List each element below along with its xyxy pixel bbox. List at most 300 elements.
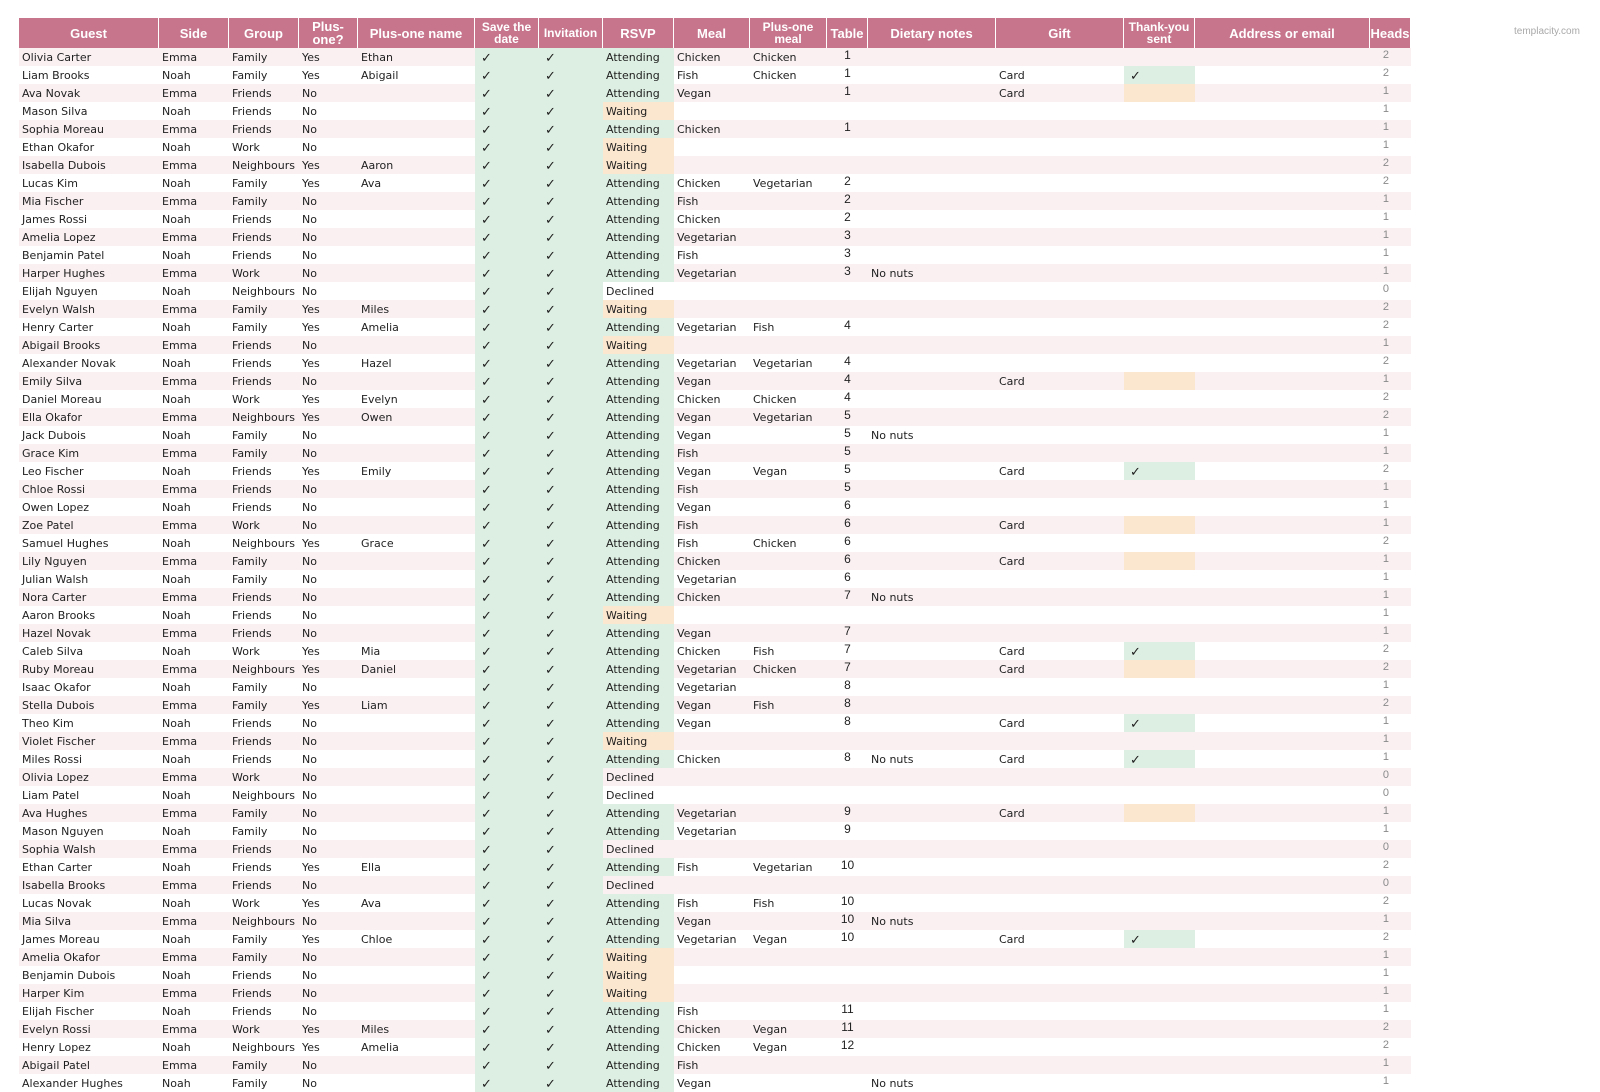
- cell-gift[interactable]: [996, 948, 1124, 966]
- cell-meal[interactable]: Fish: [677, 537, 699, 550]
- cell-side[interactable]: Noah: [162, 249, 191, 262]
- cell-gift[interactable]: Card: [999, 807, 1025, 820]
- cell-plus-one-meal[interactable]: Fish: [753, 897, 775, 910]
- cell-guest[interactable]: Nora Carter: [22, 591, 87, 604]
- cell-plus-one-meal[interactable]: [750, 786, 827, 804]
- cell-invitation[interactable]: ✓: [539, 1020, 603, 1038]
- cell-save-the-date[interactable]: ✓: [475, 750, 539, 768]
- cell-table[interactable]: [827, 966, 868, 984]
- cell-plus-one[interactable]: Yes: [302, 393, 320, 406]
- cell-side[interactable]: Noah: [162, 429, 191, 442]
- cell-dietary-notes[interactable]: [868, 516, 996, 534]
- cell-thank-you[interactable]: [1124, 282, 1195, 300]
- cell-thank-you[interactable]: [1124, 426, 1195, 444]
- cell-save-the-date[interactable]: ✓: [475, 930, 539, 948]
- cell-address[interactable]: [1195, 570, 1370, 588]
- cell-dietary-notes[interactable]: [868, 444, 996, 462]
- cell-plus-one-meal[interactable]: [750, 444, 827, 462]
- cell-table[interactable]: [827, 768, 868, 786]
- cell-group[interactable]: Neighbours: [232, 789, 295, 802]
- cell-address[interactable]: [1195, 822, 1370, 840]
- cell-dietary-notes[interactable]: [868, 534, 996, 552]
- cell-meal[interactable]: Chicken: [677, 123, 721, 136]
- cell-gift[interactable]: [996, 732, 1124, 750]
- cell-side[interactable]: Emma: [162, 339, 198, 352]
- cell-side[interactable]: Noah: [162, 501, 191, 514]
- cell-plus-one-meal[interactable]: Chicken: [753, 393, 797, 406]
- cell-meal[interactable]: Vegetarian: [677, 807, 737, 820]
- cell-table[interactable]: 6: [844, 534, 851, 548]
- cell-heads[interactable]: 2: [1382, 697, 1389, 709]
- cell-guest[interactable]: Isabella Dubois: [22, 159, 106, 172]
- cell-plus-one[interactable]: No: [302, 969, 317, 982]
- cell-rsvp[interactable]: Attending: [603, 318, 674, 336]
- cell-side[interactable]: Emma: [162, 843, 198, 856]
- cell-meal[interactable]: Fish: [677, 249, 699, 262]
- column-header-meal[interactable]: Meal: [674, 18, 750, 48]
- cell-meal[interactable]: Fish: [677, 447, 699, 460]
- cell-plus-one-meal[interactable]: [750, 120, 827, 138]
- cell-table[interactable]: 1: [844, 84, 851, 98]
- cell-table[interactable]: 10: [840, 858, 855, 872]
- cell-address[interactable]: [1195, 606, 1370, 624]
- cell-side[interactable]: Emma: [162, 411, 198, 424]
- cell-save-the-date[interactable]: ✓: [475, 876, 539, 894]
- cell-heads[interactable]: 2: [1382, 175, 1389, 187]
- cell-address[interactable]: [1195, 894, 1370, 912]
- cell-meal[interactable]: Chicken: [677, 393, 721, 406]
- cell-plus-one[interactable]: Yes: [302, 897, 320, 910]
- cell-plus-one-meal[interactable]: [750, 228, 827, 246]
- cell-plus-one-name[interactable]: [358, 102, 475, 120]
- cell-plus-one-meal[interactable]: Fish: [753, 645, 775, 658]
- cell-group[interactable]: Friends: [232, 213, 272, 226]
- cell-thank-you[interactable]: [1124, 516, 1195, 534]
- cell-guest[interactable]: Jack Dubois: [22, 429, 86, 442]
- cell-save-the-date[interactable]: ✓: [475, 912, 539, 930]
- cell-dietary-notes[interactable]: [868, 354, 996, 372]
- cell-group[interactable]: Neighbours: [232, 411, 295, 424]
- cell-dietary-notes[interactable]: [868, 1038, 996, 1056]
- cell-group[interactable]: Family: [232, 51, 268, 64]
- cell-guest[interactable]: Mia Silva: [22, 915, 72, 928]
- cell-address[interactable]: [1195, 660, 1370, 678]
- cell-table[interactable]: [827, 840, 868, 858]
- cell-thank-you[interactable]: ✓: [1124, 750, 1195, 768]
- cell-address[interactable]: [1195, 930, 1370, 948]
- cell-table[interactable]: 1: [844, 66, 851, 80]
- cell-plus-one-meal[interactable]: [750, 246, 827, 264]
- cell-thank-you[interactable]: [1124, 246, 1195, 264]
- cell-rsvp[interactable]: Attending: [603, 552, 674, 570]
- cell-meal[interactable]: Vegan: [677, 717, 712, 730]
- cell-save-the-date[interactable]: ✓: [475, 48, 539, 66]
- cell-plus-one-name[interactable]: [358, 480, 475, 498]
- cell-thank-you[interactable]: [1124, 120, 1195, 138]
- cell-address[interactable]: [1195, 48, 1370, 66]
- cell-heads[interactable]: 1: [1382, 445, 1389, 457]
- cell-group[interactable]: Friends: [232, 339, 272, 352]
- cell-invitation[interactable]: ✓: [539, 210, 603, 228]
- cell-guest[interactable]: Liam Brooks: [22, 69, 90, 82]
- cell-table[interactable]: 5: [844, 426, 851, 440]
- cell-guest[interactable]: Ethan Carter: [22, 861, 92, 874]
- cell-side[interactable]: Emma: [162, 87, 198, 100]
- cell-thank-you[interactable]: [1124, 498, 1195, 516]
- cell-plus-one[interactable]: No: [302, 267, 317, 280]
- cell-dietary-notes[interactable]: [868, 498, 996, 516]
- cell-save-the-date[interactable]: ✓: [475, 1020, 539, 1038]
- cell-gift[interactable]: Card: [999, 375, 1025, 388]
- cell-dietary-notes[interactable]: [868, 696, 996, 714]
- cell-group[interactable]: Family: [232, 699, 268, 712]
- cell-meal[interactable]: Vegetarian: [677, 825, 737, 838]
- cell-plus-one-name[interactable]: [358, 1074, 475, 1092]
- cell-heads[interactable]: 2: [1382, 157, 1389, 169]
- cell-group[interactable]: Family: [232, 321, 268, 334]
- cell-thank-you[interactable]: ✓: [1124, 930, 1195, 948]
- cell-group[interactable]: Friends: [232, 843, 272, 856]
- cell-heads[interactable]: 1: [1382, 139, 1389, 151]
- cell-heads[interactable]: 1: [1382, 193, 1389, 205]
- cell-address[interactable]: [1195, 642, 1370, 660]
- cell-heads[interactable]: 1: [1382, 85, 1389, 97]
- cell-rsvp[interactable]: Attending: [603, 858, 674, 876]
- cell-plus-one-meal[interactable]: [750, 516, 827, 534]
- cell-side[interactable]: Emma: [162, 267, 198, 280]
- cell-side[interactable]: Emma: [162, 447, 198, 460]
- cell-plus-one-meal[interactable]: [750, 102, 827, 120]
- cell-plus-one-meal[interactable]: [750, 138, 827, 156]
- cell-group[interactable]: Friends: [232, 627, 272, 640]
- cell-invitation[interactable]: ✓: [539, 426, 603, 444]
- cell-save-the-date[interactable]: ✓: [475, 552, 539, 570]
- cell-group[interactable]: Friends: [232, 609, 272, 622]
- cell-side[interactable]: Emma: [162, 231, 198, 244]
- cell-plus-one-name[interactable]: [358, 210, 475, 228]
- cell-gift[interactable]: [996, 876, 1124, 894]
- cell-plus-one[interactable]: Yes: [302, 537, 320, 550]
- column-header-thank-you[interactable]: Thank-you sent: [1124, 18, 1195, 48]
- cell-rsvp[interactable]: Attending: [603, 570, 674, 588]
- cell-plus-one[interactable]: Yes: [302, 51, 320, 64]
- cell-group[interactable]: Friends: [232, 879, 272, 892]
- cell-plus-one-meal[interactable]: [750, 624, 827, 642]
- cell-meal[interactable]: Fish: [677, 1059, 699, 1072]
- cell-side[interactable]: Emma: [162, 195, 198, 208]
- cell-guest[interactable]: Alexander Hughes: [22, 1077, 123, 1090]
- cell-save-the-date[interactable]: ✓: [475, 300, 539, 318]
- cell-address[interactable]: [1195, 156, 1370, 174]
- cell-meal[interactable]: Chicken: [677, 555, 721, 568]
- cell-table[interactable]: 10: [840, 912, 855, 926]
- cell-meal[interactable]: Chicken: [677, 1023, 721, 1036]
- cell-plus-one-meal[interactable]: [750, 264, 827, 282]
- cell-plus-one[interactable]: No: [302, 807, 317, 820]
- cell-save-the-date[interactable]: ✓: [475, 678, 539, 696]
- cell-dietary-notes[interactable]: [868, 840, 996, 858]
- cell-group[interactable]: Neighbours: [232, 159, 295, 172]
- cell-plus-one[interactable]: No: [302, 915, 317, 928]
- cell-side[interactable]: Emma: [162, 879, 198, 892]
- cell-plus-one[interactable]: No: [302, 87, 317, 100]
- cell-rsvp[interactable]: Attending: [603, 894, 674, 912]
- cell-rsvp[interactable]: Attending: [603, 642, 674, 660]
- cell-invitation[interactable]: ✓: [539, 696, 603, 714]
- cell-rsvp[interactable]: Attending: [603, 696, 674, 714]
- cell-invitation[interactable]: ✓: [539, 516, 603, 534]
- cell-thank-you[interactable]: [1124, 876, 1195, 894]
- cell-plus-one-meal[interactable]: [750, 1056, 827, 1074]
- cell-plus-one[interactable]: No: [302, 573, 317, 586]
- cell-thank-you[interactable]: [1124, 984, 1195, 1002]
- cell-address[interactable]: [1195, 750, 1370, 768]
- cell-save-the-date[interactable]: ✓: [475, 588, 539, 606]
- cell-plus-one[interactable]: No: [302, 555, 317, 568]
- cell-invitation[interactable]: ✓: [539, 984, 603, 1002]
- cell-dietary-notes[interactable]: [868, 1056, 996, 1074]
- cell-save-the-date[interactable]: ✓: [475, 768, 539, 786]
- cell-gift[interactable]: [996, 426, 1124, 444]
- cell-table[interactable]: [827, 786, 868, 804]
- cell-plus-one-meal[interactable]: [750, 1002, 827, 1020]
- cell-rsvp[interactable]: Waiting: [603, 984, 674, 1002]
- cell-plus-one[interactable]: No: [302, 501, 317, 514]
- cell-gift[interactable]: Card: [999, 663, 1025, 676]
- cell-invitation[interactable]: ✓: [539, 102, 603, 120]
- cell-dietary-notes[interactable]: [868, 66, 996, 84]
- cell-meal[interactable]: Chicken: [677, 645, 721, 658]
- cell-plus-one-meal[interactable]: [750, 948, 827, 966]
- cell-invitation[interactable]: ✓: [539, 264, 603, 282]
- cell-invitation[interactable]: ✓: [539, 786, 603, 804]
- cell-group[interactable]: Friends: [232, 861, 272, 874]
- cell-address[interactable]: [1195, 480, 1370, 498]
- cell-plus-one-name[interactable]: [358, 714, 475, 732]
- cell-rsvp[interactable]: Attending: [603, 372, 674, 390]
- cell-plus-one[interactable]: No: [302, 123, 317, 136]
- cell-plus-one-name[interactable]: Ethan: [361, 51, 393, 64]
- cell-heads[interactable]: 1: [1382, 427, 1389, 439]
- cell-invitation[interactable]: ✓: [539, 138, 603, 156]
- cell-gift[interactable]: [996, 156, 1124, 174]
- cell-table[interactable]: 5: [844, 408, 851, 422]
- cell-thank-you[interactable]: [1124, 606, 1195, 624]
- cell-invitation[interactable]: ✓: [539, 588, 603, 606]
- cell-plus-one-meal[interactable]: [750, 156, 827, 174]
- cell-plus-one-name[interactable]: [358, 372, 475, 390]
- cell-save-the-date[interactable]: ✓: [475, 894, 539, 912]
- cell-address[interactable]: [1195, 318, 1370, 336]
- cell-address[interactable]: [1195, 516, 1370, 534]
- cell-meal[interactable]: Vegetarian: [677, 681, 737, 694]
- cell-plus-one-name[interactable]: [358, 624, 475, 642]
- cell-thank-you[interactable]: [1124, 786, 1195, 804]
- cell-meal[interactable]: Chicken: [677, 213, 721, 226]
- cell-save-the-date[interactable]: ✓: [475, 822, 539, 840]
- cell-plus-one-meal[interactable]: [750, 192, 827, 210]
- cell-gift[interactable]: [996, 912, 1124, 930]
- cell-address[interactable]: [1195, 696, 1370, 714]
- cell-side[interactable]: Noah: [162, 69, 191, 82]
- cell-table[interactable]: 2: [844, 192, 851, 206]
- cell-plus-one-name[interactable]: [358, 768, 475, 786]
- cell-gift[interactable]: [996, 840, 1124, 858]
- cell-invitation[interactable]: ✓: [539, 444, 603, 462]
- cell-plus-one-meal[interactable]: Vegan: [753, 1041, 788, 1054]
- cell-invitation[interactable]: ✓: [539, 912, 603, 930]
- cell-plus-one-meal[interactable]: Chicken: [753, 51, 797, 64]
- cell-dietary-notes[interactable]: [868, 930, 996, 948]
- cell-table[interactable]: [827, 1074, 868, 1092]
- cell-gift[interactable]: [996, 894, 1124, 912]
- cell-table[interactable]: [827, 606, 868, 624]
- cell-plus-one[interactable]: No: [302, 375, 317, 388]
- cell-plus-one-meal[interactable]: [750, 498, 827, 516]
- cell-thank-you[interactable]: [1124, 732, 1195, 750]
- cell-save-the-date[interactable]: ✓: [475, 228, 539, 246]
- cell-side[interactable]: Emma: [162, 663, 198, 676]
- cell-plus-one[interactable]: No: [302, 231, 317, 244]
- cell-guest[interactable]: Isabella Brooks: [22, 879, 106, 892]
- cell-plus-one-name[interactable]: [358, 822, 475, 840]
- cell-group[interactable]: Family: [232, 303, 268, 316]
- cell-gift[interactable]: [996, 390, 1124, 408]
- cell-thank-you[interactable]: [1124, 174, 1195, 192]
- cell-plus-one[interactable]: No: [302, 429, 317, 442]
- cell-meal[interactable]: Vegan: [677, 87, 712, 100]
- cell-guest[interactable]: Hazel Novak: [22, 627, 91, 640]
- cell-invitation[interactable]: ✓: [539, 228, 603, 246]
- cell-plus-one-name[interactable]: [358, 984, 475, 1002]
- cell-save-the-date[interactable]: ✓: [475, 192, 539, 210]
- cell-thank-you[interactable]: [1124, 624, 1195, 642]
- cell-address[interactable]: [1195, 462, 1370, 480]
- cell-table[interactable]: [827, 102, 868, 120]
- cell-plus-one-name[interactable]: [358, 444, 475, 462]
- cell-guest[interactable]: Evelyn Walsh: [22, 303, 95, 316]
- cell-meal[interactable]: [674, 282, 750, 300]
- cell-side[interactable]: Noah: [162, 285, 191, 298]
- cell-gift[interactable]: [996, 858, 1124, 876]
- cell-plus-one[interactable]: Yes: [302, 1023, 320, 1036]
- cell-invitation[interactable]: ✓: [539, 822, 603, 840]
- cell-plus-one-meal[interactable]: [750, 840, 827, 858]
- cell-meal[interactable]: Vegetarian: [677, 663, 737, 676]
- cell-group[interactable]: Friends: [232, 717, 272, 730]
- cell-group[interactable]: Family: [232, 825, 268, 838]
- cell-guest[interactable]: Stella Dubois: [22, 699, 95, 712]
- cell-heads[interactable]: 2: [1382, 463, 1389, 475]
- column-header-plus-one-meal[interactable]: Plus-one meal: [750, 18, 827, 48]
- cell-heads[interactable]: 1: [1382, 211, 1389, 223]
- cell-plus-one-name[interactable]: Evelyn: [361, 393, 398, 406]
- cell-table[interactable]: 4: [844, 318, 851, 332]
- cell-side[interactable]: Emma: [162, 159, 198, 172]
- cell-heads[interactable]: 1: [1382, 805, 1389, 817]
- cell-side[interactable]: Noah: [162, 537, 191, 550]
- cell-invitation[interactable]: ✓: [539, 768, 603, 786]
- cell-dietary-notes[interactable]: [868, 372, 996, 390]
- cell-dietary-notes[interactable]: [868, 462, 996, 480]
- cell-guest[interactable]: Violet Fischer: [22, 735, 96, 748]
- cell-plus-one-name[interactable]: Hazel: [361, 357, 392, 370]
- cell-thank-you[interactable]: [1124, 444, 1195, 462]
- cell-gift[interactable]: [996, 228, 1124, 246]
- cell-group[interactable]: Friends: [232, 105, 272, 118]
- cell-group[interactable]: Friends: [232, 375, 272, 388]
- cell-meal[interactable]: Vegetarian: [677, 267, 737, 280]
- cell-table[interactable]: 8: [844, 750, 851, 764]
- cell-heads[interactable]: 2: [1382, 409, 1389, 421]
- cell-plus-one[interactable]: Yes: [302, 321, 320, 334]
- cell-gift[interactable]: [996, 48, 1124, 66]
- cell-heads[interactable]: 2: [1382, 661, 1389, 673]
- cell-thank-you[interactable]: [1124, 1002, 1195, 1020]
- cell-dietary-notes[interactable]: [868, 84, 996, 102]
- cell-guest[interactable]: Benjamin Dubois: [22, 969, 116, 982]
- cell-plus-one-meal[interactable]: [750, 822, 827, 840]
- cell-guest[interactable]: Ella Okafor: [22, 411, 83, 424]
- cell-plus-one-name[interactable]: Daniel: [361, 663, 397, 676]
- cell-address[interactable]: [1195, 984, 1370, 1002]
- cell-table[interactable]: 7: [844, 642, 851, 656]
- cell-dietary-notes[interactable]: [868, 210, 996, 228]
- cell-meal[interactable]: Fish: [677, 1005, 699, 1018]
- cell-rsvp[interactable]: Attending: [603, 462, 674, 480]
- cell-address[interactable]: [1195, 624, 1370, 642]
- cell-plus-one[interactable]: Yes: [302, 303, 320, 316]
- cell-meal[interactable]: [674, 984, 750, 1002]
- cell-address[interactable]: [1195, 174, 1370, 192]
- cell-heads[interactable]: 2: [1382, 67, 1389, 79]
- cell-dietary-notes[interactable]: [868, 156, 996, 174]
- cell-plus-one[interactable]: No: [302, 735, 317, 748]
- cell-save-the-date[interactable]: ✓: [475, 318, 539, 336]
- cell-address[interactable]: [1195, 264, 1370, 282]
- cell-group[interactable]: Friends: [232, 249, 272, 262]
- cell-plus-one-name[interactable]: [358, 966, 475, 984]
- cell-rsvp[interactable]: Attending: [603, 516, 674, 534]
- cell-plus-one-name[interactable]: Liam: [361, 699, 388, 712]
- cell-address[interactable]: [1195, 786, 1370, 804]
- cell-thank-you[interactable]: [1124, 192, 1195, 210]
- cell-heads[interactable]: 1: [1382, 337, 1389, 349]
- cell-side[interactable]: Noah: [162, 789, 191, 802]
- cell-thank-you[interactable]: [1124, 858, 1195, 876]
- cell-meal[interactable]: Fish: [677, 897, 699, 910]
- cell-heads[interactable]: 0: [1382, 787, 1389, 799]
- cell-save-the-date[interactable]: ✓: [475, 462, 539, 480]
- cell-side[interactable]: Emma: [162, 51, 198, 64]
- cell-save-the-date[interactable]: ✓: [475, 156, 539, 174]
- cell-guest[interactable]: Ruby Moreau: [22, 663, 95, 676]
- cell-gift[interactable]: [996, 786, 1124, 804]
- cell-dietary-notes[interactable]: [868, 282, 996, 300]
- cell-meal[interactable]: [674, 156, 750, 174]
- cell-guest[interactable]: Harper Hughes: [22, 267, 105, 280]
- cell-group[interactable]: Work: [232, 645, 260, 658]
- cell-rsvp[interactable]: Attending: [603, 264, 674, 282]
- cell-invitation[interactable]: ✓: [539, 660, 603, 678]
- cell-save-the-date[interactable]: ✓: [475, 534, 539, 552]
- cell-group[interactable]: Family: [232, 573, 268, 586]
- cell-guest[interactable]: Aaron Brooks: [22, 609, 96, 622]
- cell-dietary-notes[interactable]: [868, 822, 996, 840]
- cell-plus-one[interactable]: No: [302, 285, 317, 298]
- cell-guest[interactable]: Miles Rossi: [22, 753, 82, 766]
- cell-dietary-notes[interactable]: [868, 606, 996, 624]
